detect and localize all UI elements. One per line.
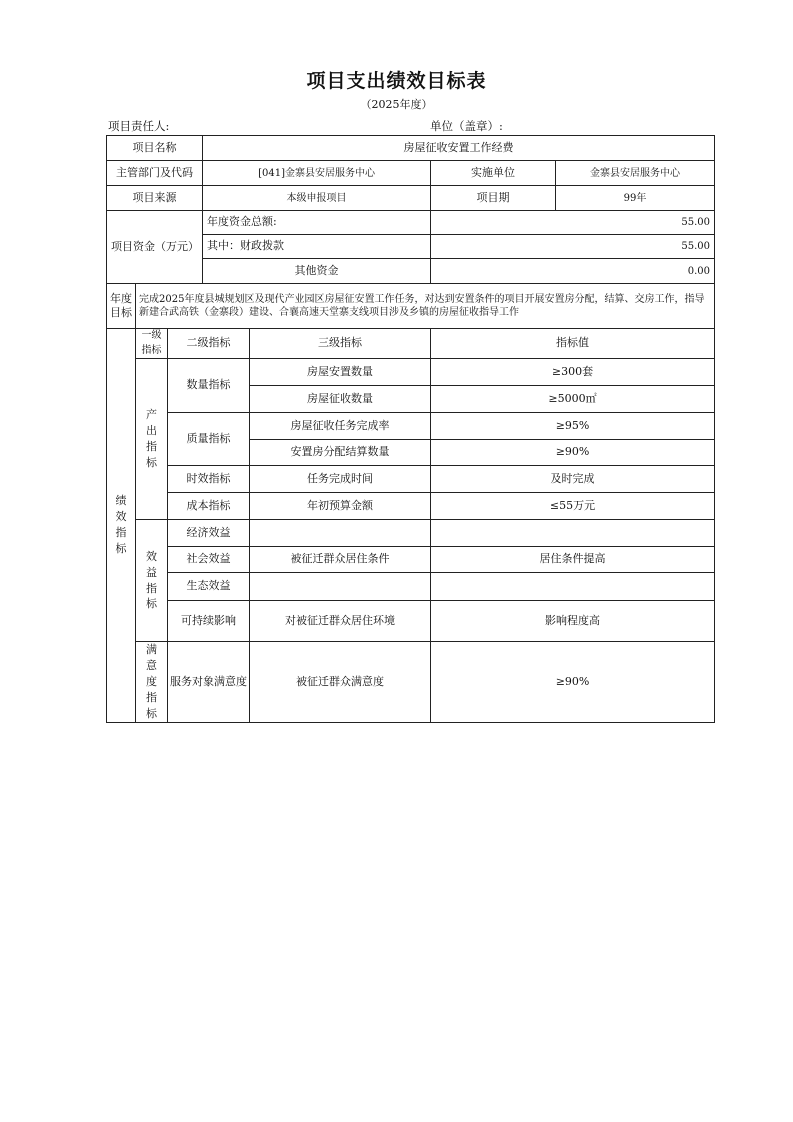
indicator-name: 被征迁群众居住条件 bbox=[250, 547, 431, 573]
indicator-value: 及时完成 bbox=[431, 466, 715, 493]
funds-other-value: 0.00 bbox=[431, 259, 715, 284]
project-name-value: 房屋征收安置工作经费 bbox=[203, 136, 715, 161]
funds-fiscal-value: 55.00 bbox=[431, 235, 715, 259]
quantity-indicator-label: 数量指标 bbox=[168, 359, 250, 413]
indicator-name bbox=[250, 520, 431, 547]
impl-value: 金寨县安居服务中心 bbox=[556, 161, 715, 186]
service-satisfaction-label: 服务对象满意度 bbox=[168, 642, 250, 723]
quality-indicator-label: 质量指标 bbox=[168, 413, 250, 466]
annual-goal-text: 完成2025年度县城规划区及现代产业园区房屋征安置工作任务，对达到安置条件的项目开展安置房分配，结算、交房工作，指导新建合武高铁（金寨段）建设、合襄高速天堂寨支线项目涉及乡镇的房屋征收指导工作 bbox=[136, 284, 715, 329]
col-level2-header: 二级指标 bbox=[168, 329, 250, 359]
output-indicator-label: 产出指标 bbox=[136, 359, 168, 520]
indicator-value: ≤55万元 bbox=[431, 493, 715, 520]
table-row bbox=[107, 642, 715, 723]
time-indicator-label: 时效指标 bbox=[168, 466, 250, 493]
period-label: 项目期 bbox=[431, 186, 556, 211]
indicator-value: ≥90% bbox=[431, 440, 715, 466]
benefit-indicator-label: 效益指标 bbox=[136, 520, 168, 642]
indicator-value: 居住条件提高 bbox=[431, 547, 715, 573]
owner-label: 项目责任人: bbox=[108, 119, 170, 133]
table-row bbox=[107, 573, 715, 601]
indicator-name: 安置房分配结算数量 bbox=[250, 440, 431, 466]
indicator-name: 对被征迁群众居住环境 bbox=[250, 601, 431, 642]
indicator-name: 房屋征收数量 bbox=[250, 386, 431, 413]
row-source bbox=[107, 186, 715, 211]
row-department bbox=[107, 161, 715, 186]
unit-label: 单位（盖章）: bbox=[430, 119, 503, 133]
table-row bbox=[107, 547, 715, 573]
project-name-label: 项目名称 bbox=[107, 136, 203, 161]
table-row bbox=[107, 601, 715, 642]
indicator-value: ≥95% bbox=[431, 413, 715, 440]
satisfaction-indicator-label: 满意度指标 bbox=[136, 642, 168, 723]
col-value-header: 指标值 bbox=[431, 329, 715, 359]
row-funds-total bbox=[107, 211, 715, 235]
indicator-name: 被征迁群众满意度 bbox=[250, 642, 431, 723]
table-row bbox=[107, 466, 715, 493]
ecological-benefit-label: 生态效益 bbox=[168, 573, 250, 601]
indicator-name bbox=[250, 573, 431, 601]
indicator-value: 影响程度高 bbox=[431, 601, 715, 642]
table-row bbox=[107, 520, 715, 547]
source-label: 项目来源 bbox=[107, 186, 203, 211]
table-row bbox=[107, 359, 715, 386]
funds-fiscal-label: 其中：财政拨款 bbox=[203, 235, 431, 259]
annual-goal-label: 年度目标 bbox=[107, 284, 136, 329]
indicator-value bbox=[431, 573, 715, 601]
col-level3-header: 三级指标 bbox=[250, 329, 431, 359]
funds-label: 项目资金（万元） bbox=[107, 211, 203, 284]
dept-value: [041]金寨县安居服务中心 bbox=[203, 161, 431, 186]
dept-label: 主管部门及代码 bbox=[107, 161, 203, 186]
period-value: 99年 bbox=[556, 186, 715, 211]
impl-label: 实施单位 bbox=[431, 161, 556, 186]
cost-indicator-label: 成本指标 bbox=[168, 493, 250, 520]
row-indicator-header bbox=[107, 329, 715, 359]
year-subtitle: （2025年度） bbox=[360, 98, 433, 111]
indicator-value bbox=[431, 520, 715, 547]
economic-benefit-label: 经济效益 bbox=[168, 520, 250, 547]
source-value: 本级申报项目 bbox=[203, 186, 431, 211]
indicator-value: ≥300套 bbox=[431, 359, 715, 386]
funds-other-label: 其他资金 bbox=[203, 259, 431, 284]
indicator-value: ≥90% bbox=[431, 642, 715, 723]
social-benefit-label: 社会效益 bbox=[168, 547, 250, 573]
performance-table bbox=[106, 135, 715, 723]
row-project-name bbox=[107, 136, 715, 161]
page-title: 项目支出绩效目标表 bbox=[306, 70, 487, 92]
indicator-value: ≥5000㎡ bbox=[431, 386, 715, 413]
indicator-name: 房屋征收任务完成率 bbox=[250, 413, 431, 440]
indicator-name: 任务完成时间 bbox=[250, 466, 431, 493]
indicator-name: 房屋安置数量 bbox=[250, 359, 431, 386]
sustainability-label: 可持续影响 bbox=[168, 601, 250, 642]
table-row bbox=[107, 413, 715, 440]
performance-indicators-label: 绩效指标 bbox=[107, 329, 136, 723]
funds-total-value: 55.00 bbox=[431, 211, 715, 235]
funds-total-label: 年度资金总额: bbox=[203, 211, 431, 235]
row-annual-goal bbox=[107, 284, 715, 329]
table-row bbox=[107, 493, 715, 520]
col-level1-header: 一级指标 bbox=[136, 329, 168, 359]
indicator-name: 年初预算金额 bbox=[250, 493, 431, 520]
